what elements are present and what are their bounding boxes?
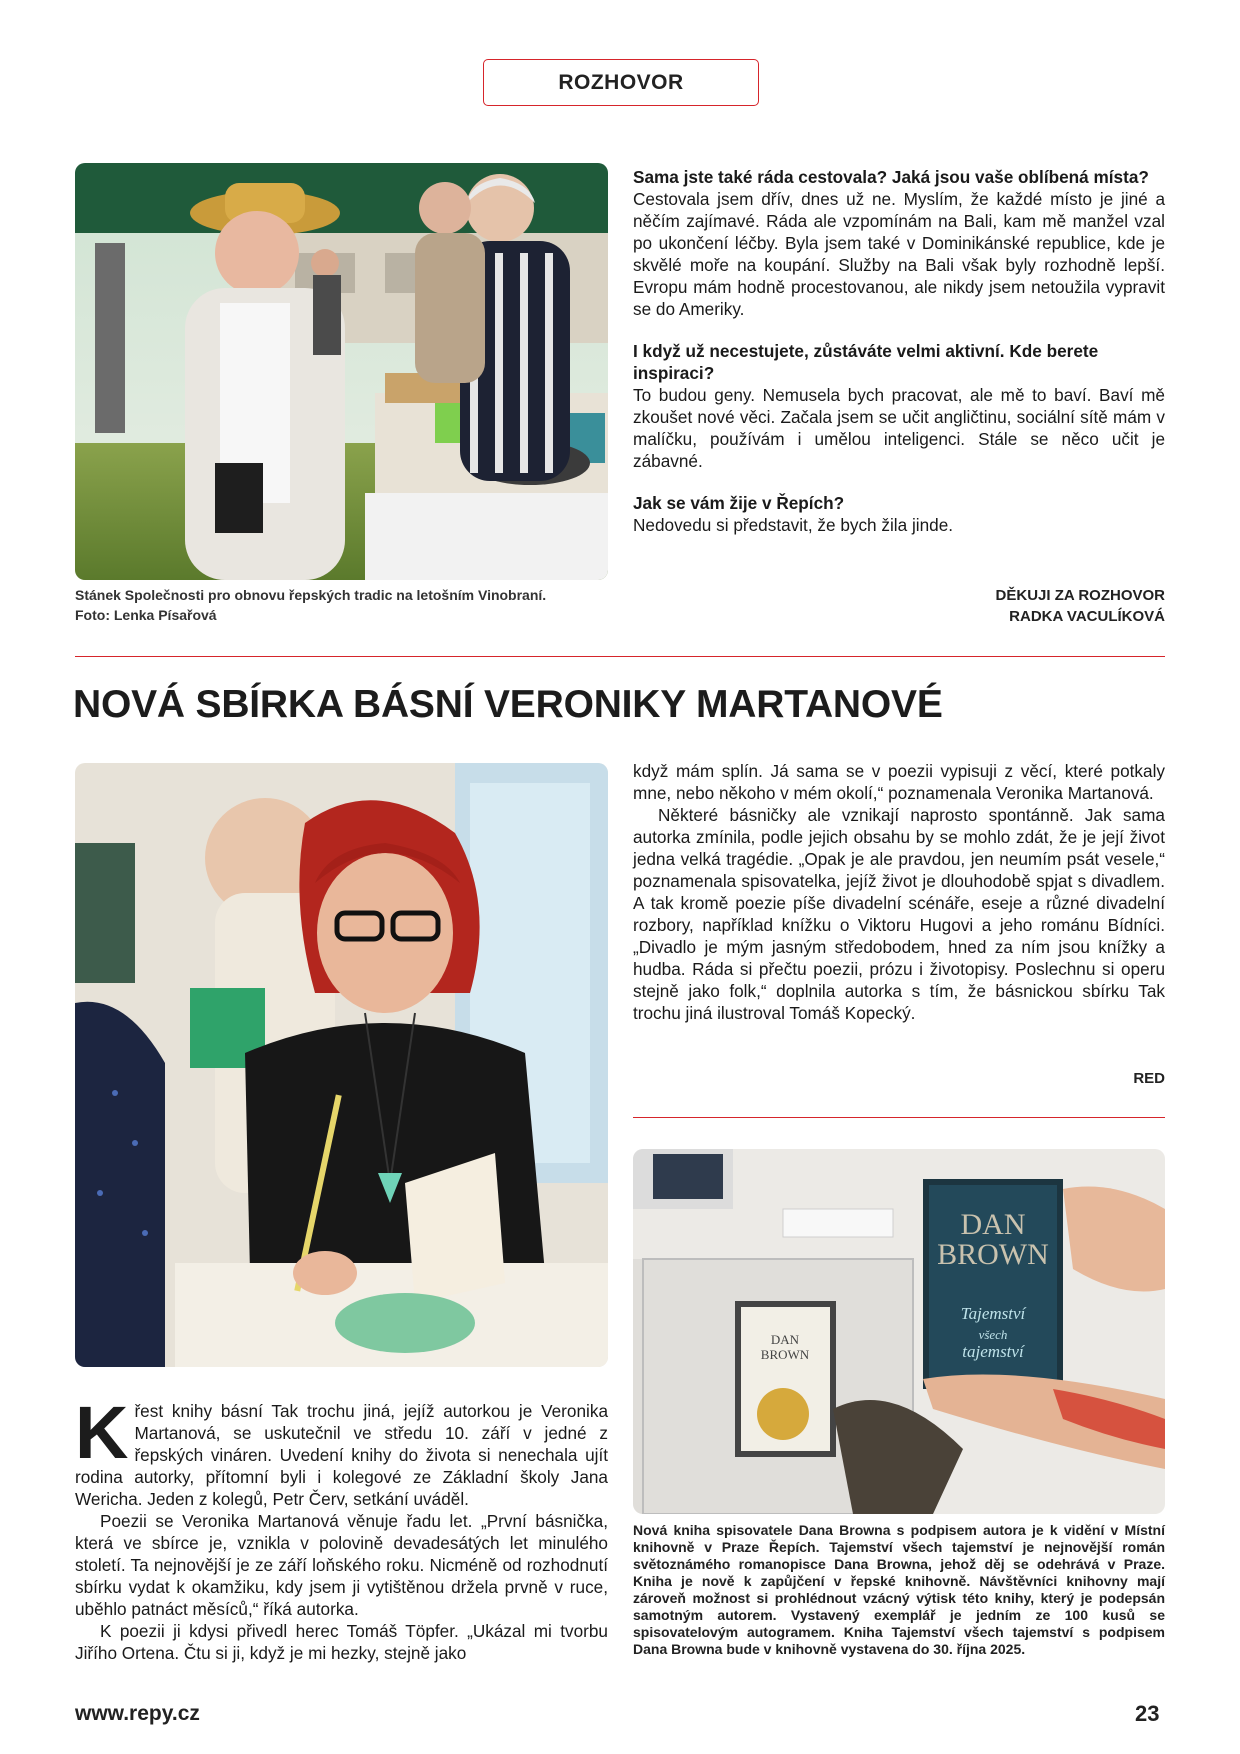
section-label: ROZHOVOR	[483, 59, 759, 106]
signoff-line-1: DĚKUJI ZA ROZHOVOR	[995, 587, 1165, 604]
poet-photo	[75, 763, 608, 1367]
article-column-1	[75, 1391, 608, 1664]
wine-festival-stand-image	[75, 163, 608, 580]
column-divider	[633, 1117, 1165, 1118]
book-cover-title-3: tajemství	[962, 1342, 1024, 1361]
book-cover-author: DAN	[960, 1208, 1026, 1241]
page-number: 23	[1135, 1701, 1160, 1726]
photo-caption-text: Stánek Společnosti pro obnovu řepských tradic na letošním Vinobraní.	[75, 587, 547, 603]
question-2: I když už necestujete, zůstáváte velmi aktivní. Kde berete inspiraci?	[633, 341, 1099, 383]
question-3: Jak se vám žije v Řepích?	[633, 493, 845, 513]
book-photo	[633, 1149, 1165, 1514]
book-cover-title-2: všech	[978, 1327, 1008, 1342]
signoff-author: RADKA VACULÍKOVÁ	[1009, 608, 1165, 625]
dan-brown-book-image	[633, 1149, 1165, 1514]
svg-text:BROWN: BROWN	[760, 1347, 810, 1362]
book-caption: Nová kniha spisovatele Dana Browna s podpisem autora je k vidění v Místní knihovně v Praze Řepích. Tajemství všech tajemství je nejnovější román světoznámého romanopisce Dana Browna, jehož děj se odehrává v Praze. Kniha je nově k zapůjčení v řepské knihovně. Návštěvníci knihovny mají zároveň možnost si prohlédnout vzácný výtisk této knihy, který je podepsán samotným autorem. Vystavený exemplář je jedním ze 100 kusů se spisovatelovým autogramem. Kniha Tajemství všech tajemství s podpisem Dana Browna bude v knihovně vystavena do 30. října 2025.	[633, 1522, 1165, 1657]
book-signing-image	[75, 763, 608, 1367]
book-cover-title-1: Tajemství	[960, 1304, 1026, 1323]
drop-cap: K	[75, 1391, 129, 1474]
footer-url[interactable]: www.repy.cz	[75, 1702, 200, 1725]
article-byline: RED	[1133, 1070, 1165, 1087]
book-cover-author-surname: BROWN	[937, 1238, 1049, 1271]
interview-signoff	[833, 585, 1165, 627]
article-paragraph-2: Poezii se Veronika Martanová věnuje řadu let. „První básnička, která ve sbírce je, vznikla v polovině devadesátých let minulého století. Ta nejnovější je ze září loňského roku. Nicméně od rozhodnutí sbírku vydat k okamžiku, kdy jsem ji vytištěnou držela prvně v ruce, uběhlo patnáct měsíců,“ říká autorka.	[75, 1511, 608, 1619]
photo-credit: Foto: Lenka Písařová	[75, 607, 217, 623]
answer-3: Nedovedu si představit, že bych žila jinde.	[633, 515, 954, 535]
article-headline: NOVÁ SBÍRKA BÁSNÍ VERONIKY MARTANOVÉ	[73, 683, 943, 726]
answer-2: To budou geny. Nemusela bych pracovat, ale mě to baví. Baví mě zkoušet nové věci. Začala jsem se učit angličtinu, sociální sítě mám v malíčku, používám i umělou inteligenci. Stále se něco učit je zábavné.	[633, 385, 1165, 471]
article-paragraph-5: Některé básničky ale vznikají naprosto spontánně. Jak sama autorka zmínila, podle jejich obsahu by se mohlo zdát, že je její život jedna velká tragédie. „Opak je ale pravdou, jen neumím psát vesele,“ poznamenala spisovatelka, jejíž život je dlouhodobě spjat s divadlem. A tak kromě poezie píše divadelní scénáře, eseje a různé divadelní rozbory, například knížku o Viktoru Hugovi a jeho románu Bídníci. „Divadlo je mým jasným středobodem, hned za ním jsou knížky a hudba. Ráda si přečtu poezii, prózu i životopisy. Poslechnu si operu stejně jako folk,“ doplnila autorka s tím, že básnickou sbírku Tak trochu jiná ilustroval Tomáš Kopecký.	[633, 805, 1165, 1023]
article-paragraph-4: když mám splín. Já sama se v poezii vypisuji z věcí, které potkaly mne, nebo někoho v mém okolí,“ poznamenala Veronika Martanová.	[633, 761, 1165, 803]
svg-text:DAN: DAN	[770, 1332, 800, 1347]
question-1: Sama jste také ráda cestovala? Jaká jsou vaše oblíbená místa?	[633, 167, 1149, 187]
interview-qa	[633, 166, 1165, 556]
photo-caption	[75, 585, 635, 625]
article-paragraph-1: řest knihy básní Tak trochu jiná, jejíž autorkou je Veronika Martanová, se uskutečnil ve středu 10. září v jedné z řepských vináren. Uvedení knihy do života si nenechala ujít rodina autorky, přítomní byli i kolegové ze Základní školy Jana Wericha. Jeden z kolegů, Petr Červ, setkání uváděl.	[75, 1401, 608, 1509]
section-divider	[75, 656, 1165, 657]
interview-photo	[75, 163, 608, 580]
article-paragraph-3: K poezii ji kdysi přivedl herec Tomáš Töpfer. „Ukázal mi tvorbu Jiřího Ortena. Čtu si ji, když je mi hezky, stejně jako	[75, 1621, 608, 1663]
article-column-2	[633, 760, 1165, 1024]
answer-1: Cestovala jsem dřív, dnes už ne. Myslím, že každé místo je jiné a něčím zajímavé. Ráda ale vzpomínám na Bali, kam mě manžel vzal po ukončení léčby. Byla jsem také v Dominikánské republice, kde je skvělé moře na koupání. Služby na Bali však byly rozhodně lepší. Evropu mám hodně procestovanou, ale nikdy jsem netoužila vypravit se do Ameriky.	[633, 189, 1165, 319]
